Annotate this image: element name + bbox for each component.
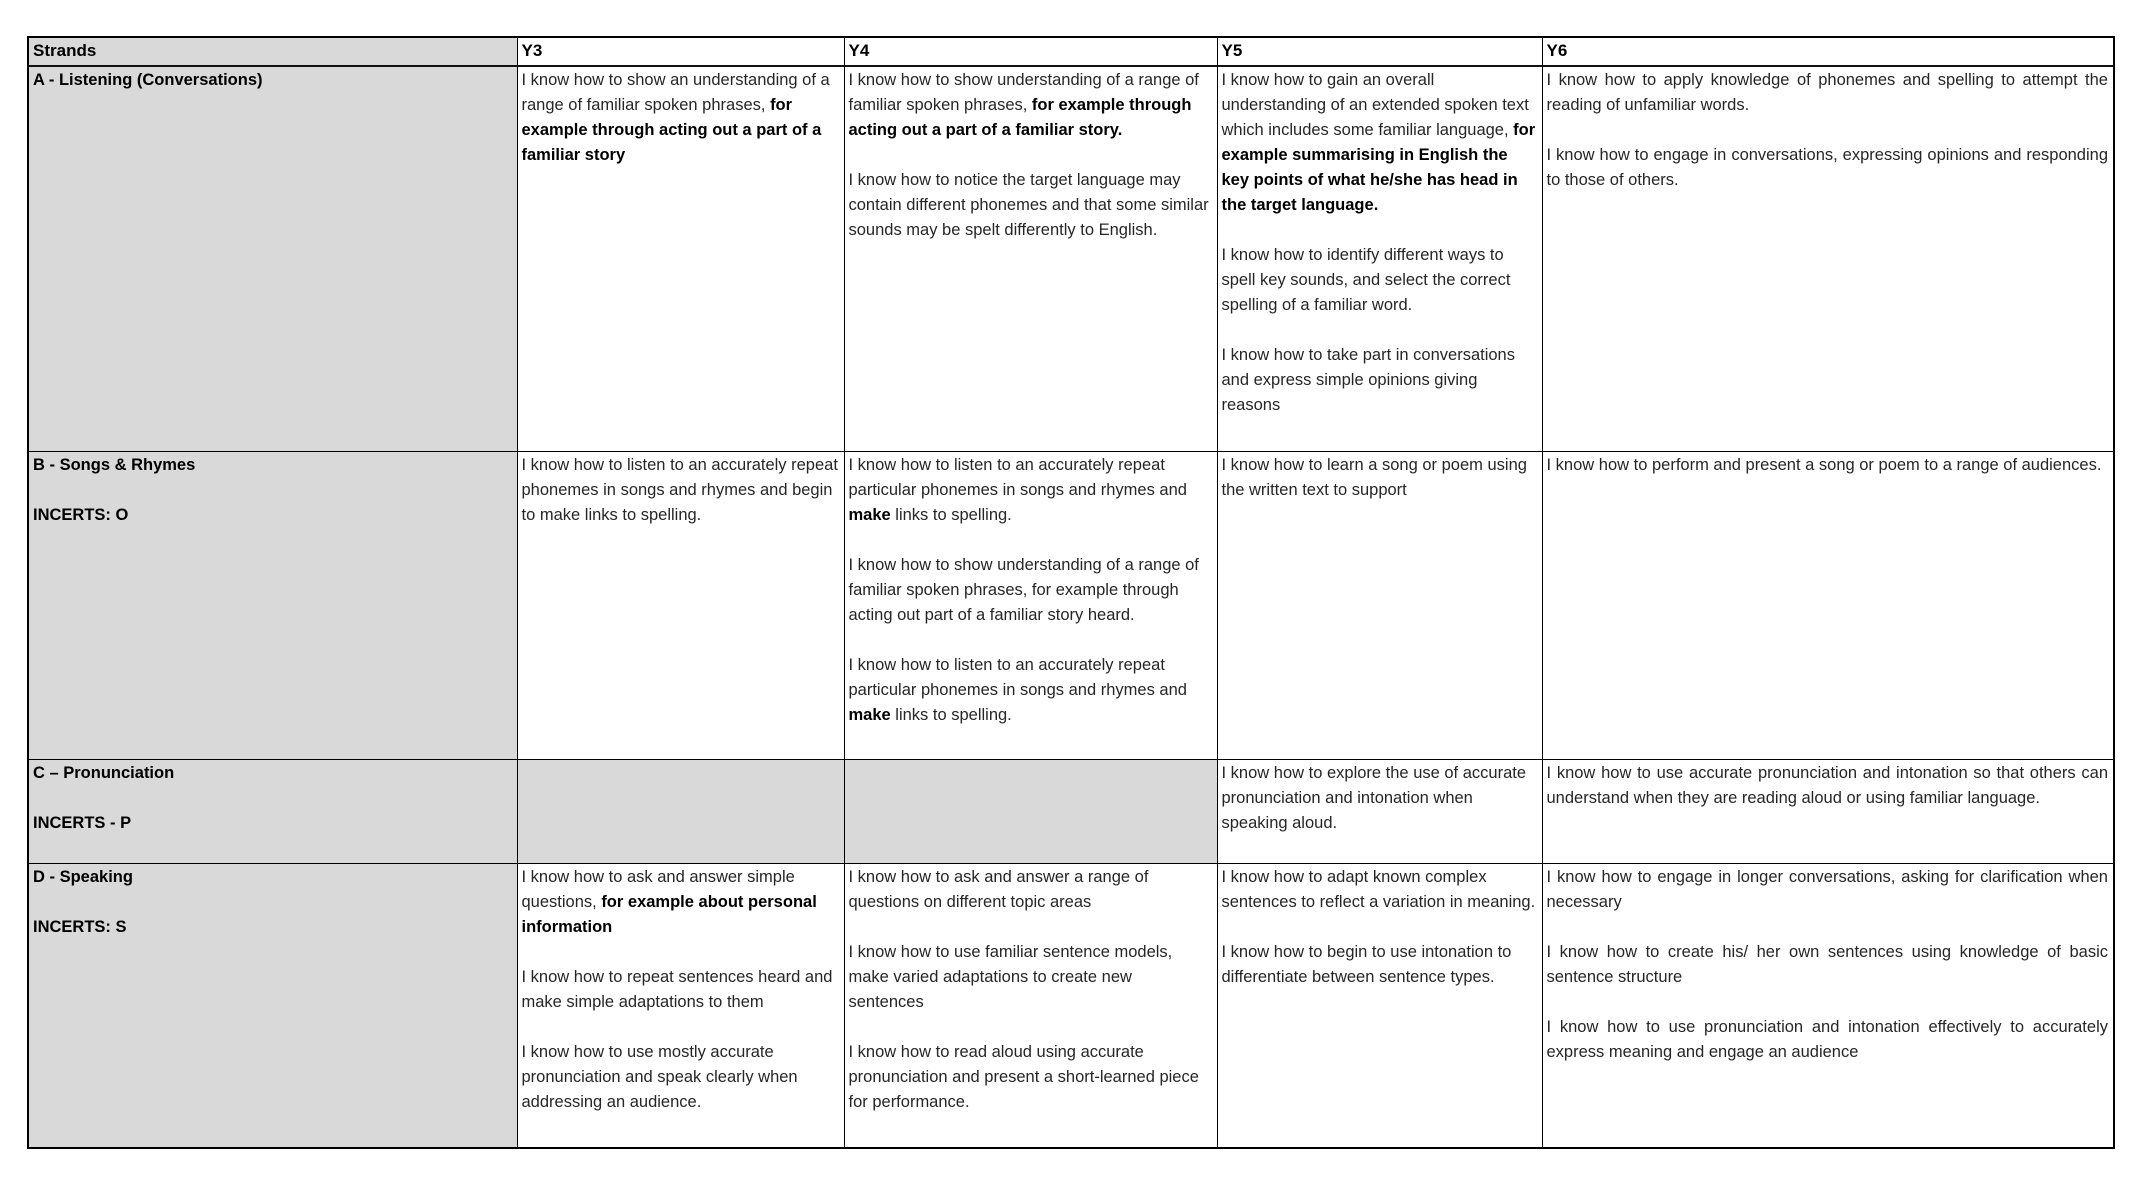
statement-paragraph: I know how to use accurate pronunciation and intonation so that others can understand when they are reading aloud or using familiar language. [1546,763,2108,807]
cell-y6-row-4 [1542,863,2114,1148]
statement-paragraph: I know how to listen to an accurately repeat particular phonemes in songs and rhymes and make links to spelling. [848,655,1187,724]
cell-y6-row-3 [1542,759,2114,863]
statement-paragraph: I know how to apply knowledge of phonemes and spelling to attempt the reading of unfamiliar words. [1546,71,2108,114]
strand-incerts: INCERTS: O [33,505,129,524]
statement-paragraph: I know how to show an understanding of a range of familiar spoken phrases, for example through acting out a part of a familiar story [521,71,830,164]
curriculum-table [27,36,2115,1149]
header-y6: Y6 [1542,37,2114,66]
cell-y5-row-4 [1217,863,1542,1148]
cell-y3-row-1 [517,66,844,451]
cell-y6-row-1 [1542,66,2114,451]
header-y3: Y3 [517,37,844,66]
statement-paragraph: I know how to use mostly accurate pronunciation and speak clearly when addressing an audience. [521,1042,798,1111]
strand-label: C – Pronunciation [33,763,175,782]
statement-paragraph: I know how to learn a song or poem using the written text to support [1221,455,1527,499]
strand-cell [28,863,517,1148]
statement-paragraph: I know how to engage in conversations, expressing opinions and responding to those of others. [1546,146,2108,189]
strand-label: B - Songs & Rhymes [33,455,196,474]
statement-paragraph: I know how to show understanding of a range of familiar spoken phrases, for example through acting out a part of a familiar story. [848,71,1199,139]
statement-paragraph: I know how to gain an overall understanding of an extended spoken text which includes some familiar language, for example summarising in English the key points of what he/she has head in the target language. [1221,71,1536,214]
table-body [28,66,2114,1148]
cell-y5-row-3 [1217,759,1542,863]
cell-y4-row-1 [844,66,1217,451]
statement-paragraph: I know how to notice the target language may contain different phonemes and that some similar sounds may be spelt differently to English. [848,171,1209,239]
header-y4: Y4 [844,37,1217,66]
statement-paragraph: I know how to listen to an accurately repeat phonemes in songs and rhymes and begin to make links to spelling. [521,455,838,524]
statement-paragraph: I know how to explore the use of accurate pronunciation and intonation when speaking aloud. [1221,763,1527,832]
statement-paragraph: I know how to show understanding of a range of familiar spoken phrases, for example through acting out part of a familiar story heard. [848,555,1199,624]
statement-paragraph: I know how to read aloud using accurate pronunciation and present a short-learned piece for performance. [848,1042,1199,1111]
statement-paragraph: I know how to ask and answer a range of questions on different topic areas [848,867,1149,911]
strand-cell [28,66,517,451]
header-y5: Y5 [1217,37,1542,66]
statement-paragraph: I know how to identify different ways to spell key sounds, and select the correct spelling of a familiar word. [1221,246,1511,314]
cell-y3-row-4 [517,863,844,1148]
statement-paragraph: I know how to perform and present a song or poem to a range of audiences. [1546,455,2102,474]
header-strands: Strands [28,37,517,66]
statement-paragraph: I know how to take part in conversations and express simple opinions giving reasons [1221,346,1515,414]
cell-y4-row-2 [844,451,1217,759]
strand-incerts: INCERTS: S [33,917,127,936]
statement-paragraph: I know how to use pronunciation and intonation effectively to accurately express meaning and engage an audience [1546,1017,2108,1061]
strand-cell [28,759,517,863]
statement-paragraph: I know how to repeat sentences heard and make simple adaptations to them [521,967,833,1011]
statement-paragraph: I know how to engage in longer conversations, asking for clarification when necessary [1546,867,2108,911]
table-row [28,863,2114,1148]
cell-y4-row-4 [844,863,1217,1148]
statement-paragraph: I know how to use familiar sentence models, make varied adaptations to create new sentences [848,942,1173,1011]
strand-label: D - Speaking [33,867,133,886]
header-row [28,37,2114,66]
cell-y3-row-2 [517,451,844,759]
cell-y5-row-1 [1217,66,1542,451]
cell-y3-row-3 [517,759,844,863]
cell-y5-row-2 [1217,451,1542,759]
strand-label: A - Listening (Conversations) [33,71,263,89]
table-header [28,37,2114,66]
statement-paragraph: I know how to ask and answer simple questions, for example about personal information [521,867,817,936]
table-row [28,451,2114,759]
cell-y4-row-3 [844,759,1217,863]
table-row [28,759,2114,863]
statement-paragraph: I know how to listen to an accurately repeat particular phonemes in songs and rhymes and make links to spelling. [848,455,1187,524]
statement-paragraph: I know how to create his/ her own sentences using knowledge of basic sentence structure [1546,942,2108,986]
strand-cell [28,451,517,759]
strand-incerts: INCERTS - P [33,813,132,832]
statement-paragraph: I know how to begin to use intonation to differentiate between sentence types. [1221,942,1512,986]
statement-paragraph: I know how to adapt known complex sentences to reflect a variation in meaning. [1221,867,1536,911]
table-row [28,66,2114,451]
cell-y6-row-2 [1542,451,2114,759]
